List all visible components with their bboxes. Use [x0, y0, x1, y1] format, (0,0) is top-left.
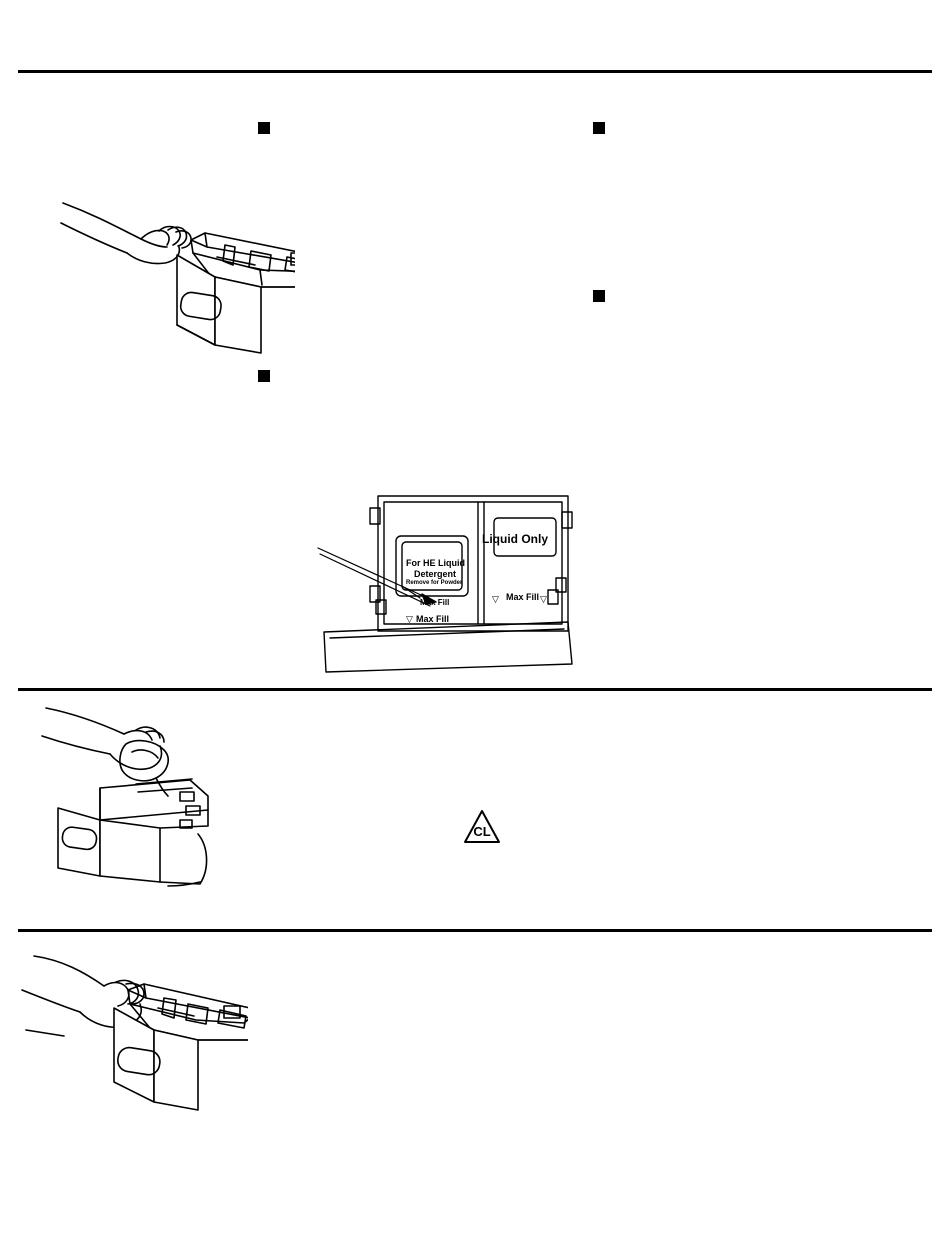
- bullet-marker-2: [593, 122, 605, 134]
- figure-closing-drawer: [18, 950, 248, 1150]
- label-he-liquid-line1: For HE Liquid: [406, 558, 465, 568]
- svg-text:CL: CL: [473, 824, 491, 839]
- marker-right-triangle-right: ▽: [540, 594, 547, 604]
- figure-dispenser-compartments: [310, 490, 580, 685]
- middle-divider: [18, 688, 932, 691]
- lower-divider: [18, 929, 932, 932]
- label-he-liquid-line2: Detergent: [414, 569, 457, 579]
- bullet-marker-1: [258, 122, 270, 134]
- label-max-fill-left-upper: Max Fill: [420, 598, 450, 607]
- chlorine-bleach-icon: [462, 808, 502, 846]
- figure-drawer-open-hand: [55, 195, 295, 385]
- label-max-fill-left-lower: Max Fill: [416, 614, 450, 624]
- figure-pouring-detergent: [40, 700, 240, 890]
- label-max-fill-right: Max Fill: [506, 592, 540, 602]
- label-liquid-only: Liquid Only: [482, 532, 548, 546]
- marker-right-triangle-left: ▽: [492, 594, 499, 604]
- marker-left-triangle: ▽: [406, 614, 413, 624]
- label-he-liquid-line3: Remove for Powder: [406, 580, 463, 586]
- top-divider: [18, 70, 932, 73]
- bullet-marker-3: [593, 290, 605, 302]
